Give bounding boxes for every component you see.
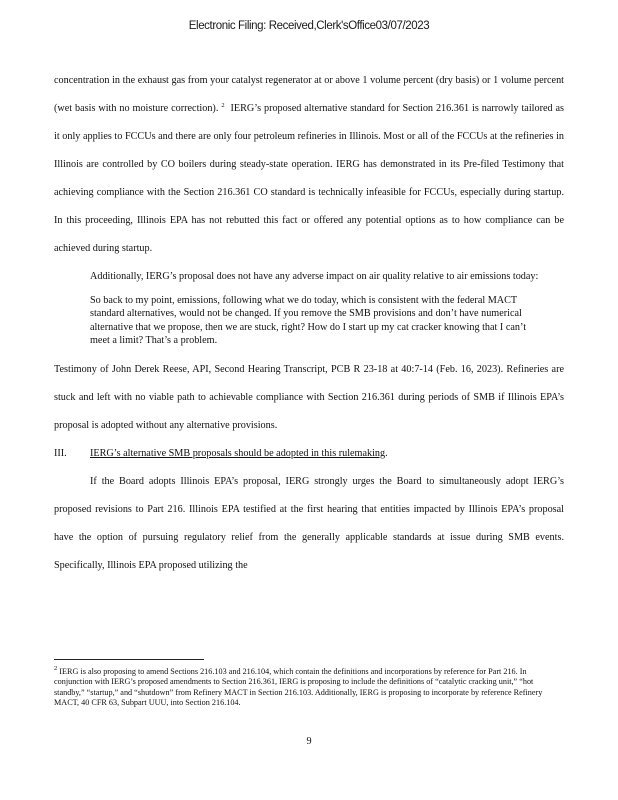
electronic-filing-stamp: Electronic Filing: Received,Clerk'sOffice03/07/2023 [188, 20, 430, 32]
footnote-separator [54, 659, 204, 660]
section-title-period: . [385, 447, 388, 459]
paragraph-2: Additionally, IERG’s proposal does not have any adverse impact on air quality relative to air emissions today: [90, 271, 539, 282]
paragraph-1 [54, 67, 564, 263]
footnote [54, 667, 562, 709]
footnote-number: 2 [54, 665, 58, 672]
paragraph-1-text-after-footnote: IERG’s proposed alternative standard for Section 216.361 is narrowly tailored as it only applies to FCCUs and there are only four petroleum refineries in Illinois. Most or all of the FCCUs at the refineries in Illinois are controlled by CO boilers during steady-state operation. IERG has demonstrated in its Pre-filed Testimony that achieving compliance with the Section 216.361 CO standard is technically infeasible for FCCUs, especially during startup. In this proceeding, Illinois EPA has not rebutted this fact or offered any potential options as to how compliance can be achieved during startup. [54, 103, 565, 254]
footnote-reference[interactable]: 2 [221, 102, 225, 109]
document-body [54, 67, 564, 580]
footnote-text: IERG is also proposing to amend Sections 216.103 and 216.104, which contain the definitions and incorporations by reference for Part 216. In conjunction with IERG’s proposed amendments to Section 216.361, IERG is proposing to include the definitions of “catalytic cracking unit,” “hot standby,” “startup,” and “shutdown” from Refinery MACT in Section 216.103. Additionally, IERG is proposing to incorporate by reference Refinery MACT, 40 CFR 63, Subpart UUU, into Section 216.104. [54, 667, 543, 708]
paragraph-3: Testimony of John Derek Reese, API, Second Hearing Transcript, PCB R 23-18 at 40:7-14 (Feb. 16, 2023). Refineries are stuck and left with no viable path to achievable compliance with Section 216.361 during periods of SMB if Illinois EPA’s proposal is adopted without any alternative provisions. [54, 363, 564, 431]
section-heading [54, 440, 564, 468]
section-title: IERG’s alternative SMB proposals should be adopted in this rulemaking [90, 447, 386, 459]
section-heading-wrapper [90, 440, 388, 468]
paragraph-1-text-before-footnote: concentration in the exhaust gas from your catalyst regenerator at or above 1 volume percent (dry basis) or 1 volume percent (wet basis with no moisture correction). [54, 75, 564, 114]
block-quote: So back to my point, emissions, following what we do today, which is consistent with the federal MACT standard alternatives, would not be changed. If you remove the SMB provisions and don’t have numerical alternative that we propose, then we are stuck, right? How do I start up my cat cracker knowing that I can’t meet a limit? That’s a problem. [90, 295, 527, 347]
section-number: III. [54, 447, 67, 459]
page-number: 9 [306, 736, 312, 747]
paragraph-4: If the Board adopts Illinois EPA’s proposal, IERG strongly urges the Board to simultaneously adopt IERG’s proposed revisions to Part 216. Illinois EPA testified at the first hearing that entities impacted by Illinois EPA’s proposal have the option of pursuing regulatory relief from the generally applicable standards at issue during SMB events. Specifically, Illinois EPA proposed utilizing the [54, 475, 564, 571]
